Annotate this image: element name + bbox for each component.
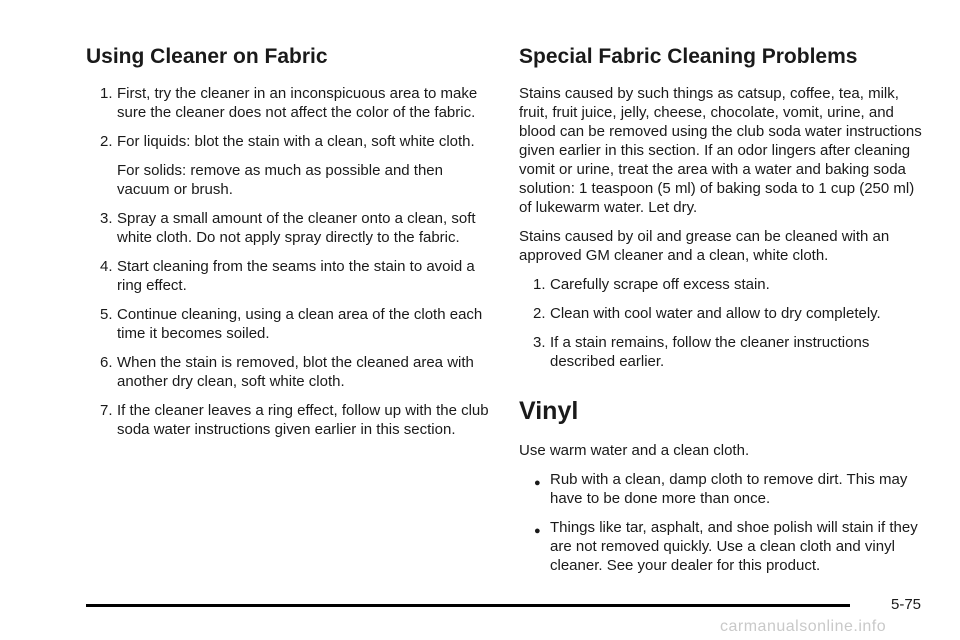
cleaner-steps-list-continued xyxy=(86,209,496,439)
list-item: 1. First, try the cleaner in an inconspicuous area to make sure the cleaner does not affect the color of the fabric. xyxy=(100,85,478,121)
list-item: 7. If the cleaner leaves a ring effect, follow up with the club soda water instructions given earlier in this section. xyxy=(100,402,489,438)
vinyl-bullets-list xyxy=(519,470,929,575)
section-heading-special-fabric-problems: Special Fabric Cleaning Problems xyxy=(519,45,858,68)
list-item: 3. If a stain remains, follow the cleaner instructions described earlier. xyxy=(533,334,870,370)
solids-note: For solids: remove as much as possible and then vacuum or brush. xyxy=(117,162,443,198)
footer-rule xyxy=(86,604,850,607)
list-item: 2. Clean with cool water and allow to dry completely. xyxy=(533,305,881,322)
left-column xyxy=(86,44,496,449)
page-number: 5-75 xyxy=(891,596,922,613)
paragraph-stains-club-soda: Stains caused by such things as catsup, coffee, tea, milk, fruit, fruit juice, jelly, cheese, chocolate, vomit, urine, and blood can be removed using the club soda water instructions given earlier in this section. If an odor lingers after cleaning vomit or urine, treat the area with a water and baking soda solution: 1 teaspoon (5 ml) of baking soda to 1 cup (250 ml) of lukewarm water. Let dry. xyxy=(519,85,922,216)
bullet-icon: ● xyxy=(534,477,541,489)
right-column xyxy=(519,44,929,585)
cleaner-steps-list xyxy=(86,84,496,151)
list-item: 3. Spray a small amount of the cleaner onto a clean, soft white cloth. Do not apply spray directly to the fabric. xyxy=(100,210,476,246)
section-heading-cleaner-on-fabric: Using Cleaner on Fabric xyxy=(86,45,328,68)
list-item: ● Rub with a clean, damp cloth to remove dirt. This may have to be done more than once. xyxy=(534,471,908,507)
list-item: 5. Continue cleaning, using a clean area of the cloth each time it becomes soiled. xyxy=(100,306,483,342)
list-item: 6. When the stain is removed, blot the cleaned area with another dry clean, soft white cloth. xyxy=(100,354,474,390)
list-item: 2. For liquids: blot the stain with a clean, soft white cloth. xyxy=(100,133,475,150)
section-heading-vinyl: Vinyl xyxy=(519,397,579,425)
oil-grease-steps-list xyxy=(519,275,929,371)
vinyl-section xyxy=(519,397,929,575)
vinyl-intro: Use warm water and a clean cloth. xyxy=(519,442,750,459)
list-item: 4. Start cleaning from the seams into the stain to avoid a ring effect. xyxy=(100,258,475,294)
paragraph-oil-grease: Stains caused by oil and grease can be cleaned with an approved GM cleaner and a clean, white cloth. xyxy=(519,228,890,264)
list-item: ● Things like tar, asphalt, and shoe polish will stain if they are not removed quickly. Use a clean cloth and vinyl cleaner. See your dealer for this product. xyxy=(534,519,918,574)
bullet-icon: ● xyxy=(534,525,541,537)
list-item: 1. Carefully scrape off excess stain. xyxy=(533,276,770,293)
watermark: carmanualsonline.info xyxy=(720,618,887,635)
